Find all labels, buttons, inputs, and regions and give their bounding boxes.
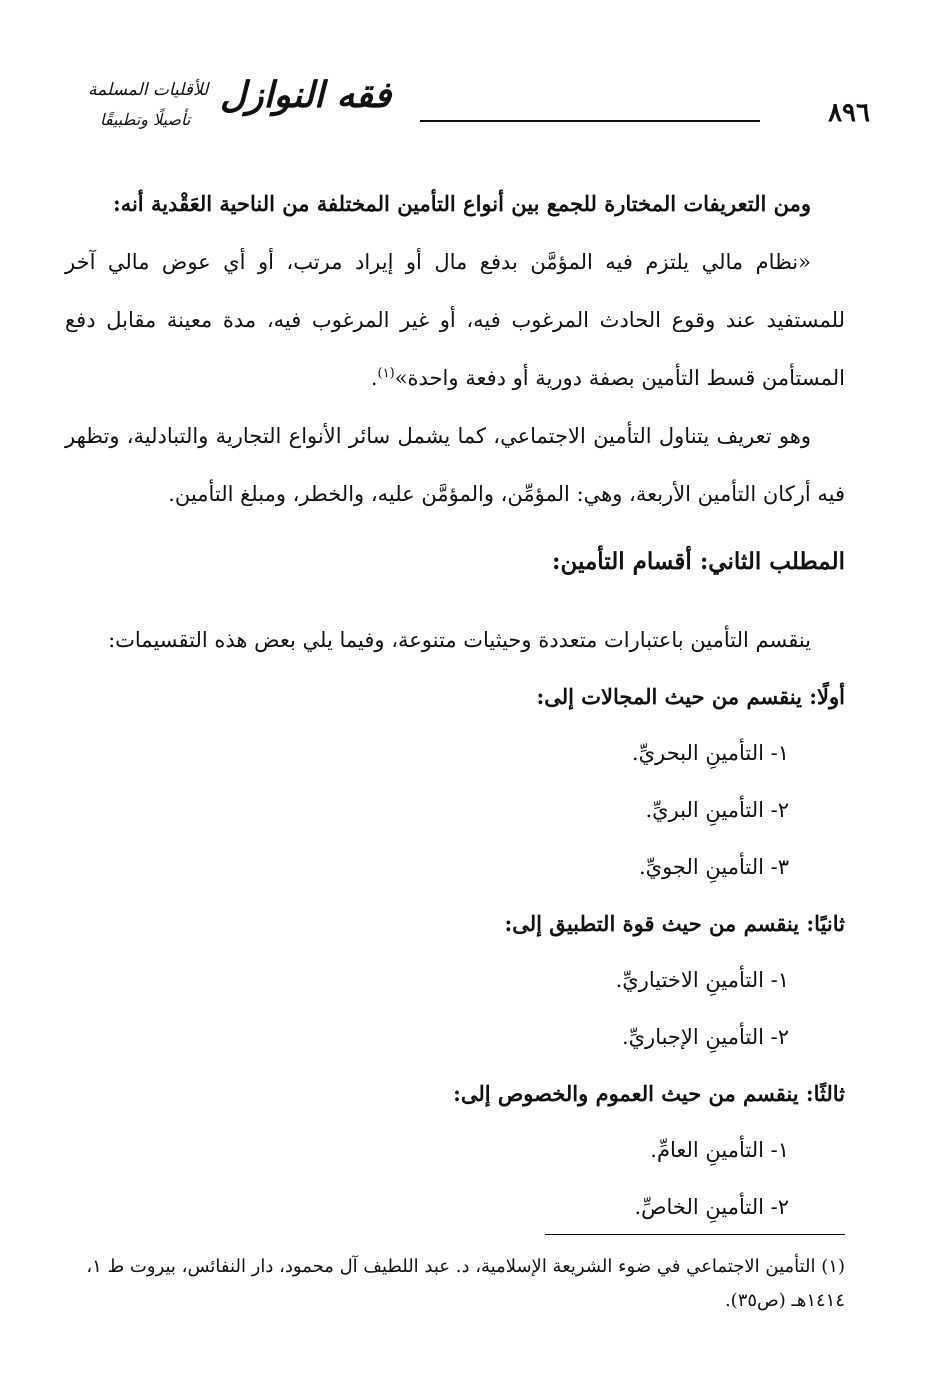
group-heading-third: ثالثًا: ينقسم من حيث العموم والخصوص إلى: <box>453 1081 845 1106</box>
book-title: فقه النوازل <box>220 74 392 116</box>
list-item: ٣- التأمينِ الجويِّ. <box>638 855 789 879</box>
list-item: ٢- التأمينِ الإجباريِّ. <box>621 1025 789 1049</box>
list-item: ١- التأمينِ البحريِّ. <box>631 741 789 765</box>
book-subtitle: للأقليات المسلمة <box>88 80 209 100</box>
section-intro: ينقسم التأمين باعتبارات متعددة وحيثيات متنوعة، وفيما يلي بعض هذه التقسيمات: <box>108 628 811 652</box>
definition-intro: ومن التعريفات المختارة للجمع بين أنواع التأمين المختلفة من الناحية العَقْدية أنه: <box>112 191 811 216</box>
book-subtitle-secondary: تأصيلًا وتطبيقًا <box>100 110 191 129</box>
definition-quote <box>65 233 845 407</box>
footnote-ref: (١) <box>377 366 395 381</box>
footnote <box>65 1250 845 1318</box>
header-rule <box>420 120 760 122</box>
group-heading-second: ثانيًا: ينقسم من حيث قوة التطبيق إلى: <box>504 911 845 936</box>
list-item: ١- التأمينِ العامِّ. <box>650 1138 789 1162</box>
footnote-divider <box>545 1234 845 1235</box>
list-item: ٢- التأمينِ الخاصِّ. <box>634 1195 789 1219</box>
list-item: ١- التأمينِ الاختياريِّ. <box>615 968 789 992</box>
footnote-line-continued: ١٤١٤هـ (ص٣٥). <box>724 1290 845 1311</box>
definition-quote-text: «نظام مالي يلتزم فيه المؤمَّن بدفع مال أو إيراد مرتب، أو أي عوض مالي آخر للمستفيد عند وقوع الحادث المرغوب فيه، أو غير المرغوب فيه، مدة معينة مقابل دفع المستأمن قسط التأمين بصفة دورية أو دفعة واحدة» <box>65 250 845 390</box>
spacer <box>65 593 845 611</box>
section-title: المطلب الثاني: أقسام التأمين: <box>552 548 845 575</box>
page-number: ٨٩٦ <box>828 98 870 128</box>
page-header <box>70 70 870 150</box>
footnote-line: (١) التأمين الاجتماعي في ضوء الشريعة الإسلامية، د. عبد اللطيف آل محمود، دار النفائس، بيروت ط ١، <box>86 1256 845 1277</box>
list-item: ٢- التأمينِ البريِّ. <box>645 798 789 822</box>
definition-quote-end: . <box>370 366 378 390</box>
main-text <box>65 175 845 1236</box>
group-heading-first: أولًا: ينقسم من حيث المجالات إلى: <box>536 684 845 709</box>
definition-explanation: وهو تعريف يتناول التأمين الاجتماعي، كما يشمل سائر الأنواع التجارية والتبادلية، وتظهر فيه أركان التأمين الأربعة، وهي: المؤمِّن، والمؤمَّن عليه، والخطر، ومبلغ التأمين. <box>65 424 845 506</box>
